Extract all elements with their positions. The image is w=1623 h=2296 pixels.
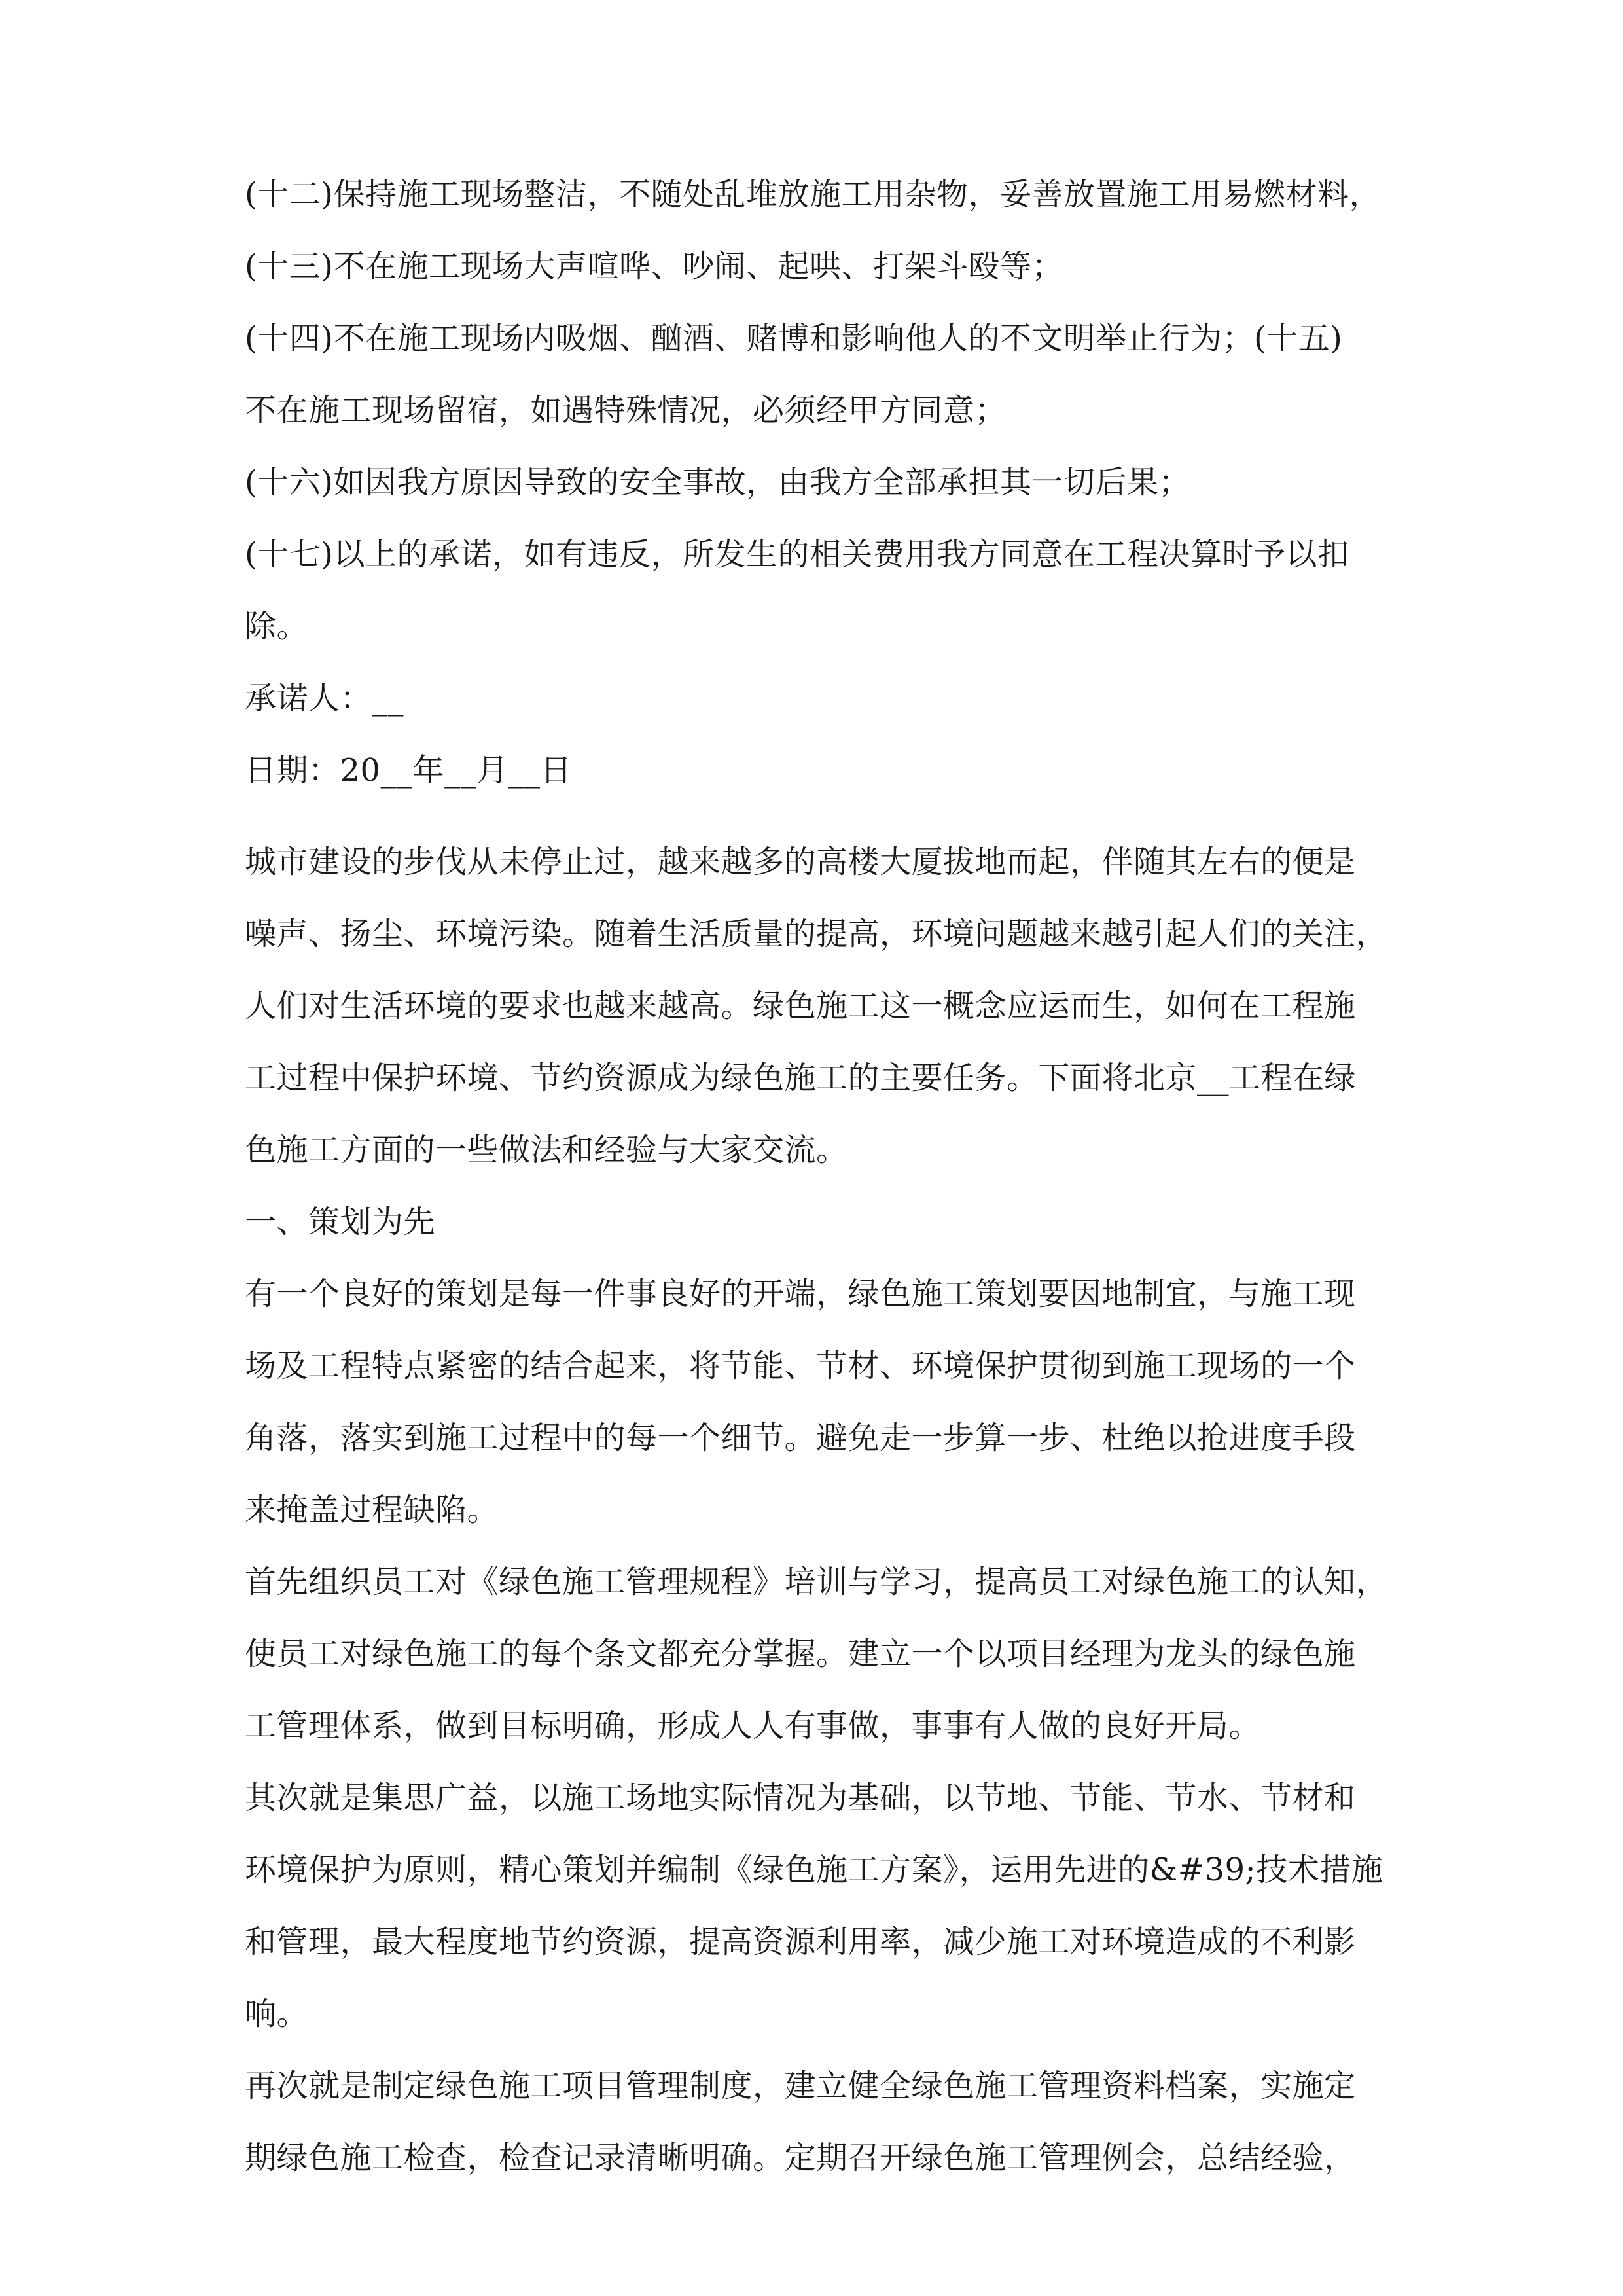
pledge-line: (十三)不在施工现场大声喧哗、吵闹、起哄、打架斗殴等； [245, 248, 1063, 285]
section-heading: 一、策划为先 [245, 1204, 436, 1240]
pledge-line: (十六)如因我方原因导致的安全事故，由我方全部承担其一切后果； [245, 464, 1190, 501]
article-line: 场及工程特点紧密的结合起来，将节能、节材、环境保护贯彻到施工现场的一个 [245, 1348, 1356, 1384]
article-line: 噪声、扬尘、环境污染。随着生活质量的提高，环境问题越来越引起人们的关注， [245, 916, 1388, 952]
article-line: 色施工方面的一些做法和经验与大家交流。 [245, 1132, 848, 1168]
article-line: 角落，落实到施工过程中的每一个细节。避免走一步算一步、杜绝以抢进度手段 [245, 1420, 1356, 1456]
article-line: 期绿色施工检查，检查记录清晰明确。定期召开绿色施工管理例会，总结经验， [245, 2140, 1356, 2176]
article-line: 环境保护为原则，精心策划并编制《绿色施工方案》，运用先进的&#39;技术措施 [245, 1852, 1383, 1888]
signer-line: 承诺人：__ [245, 680, 404, 717]
article-line: 首先组织员工对《绿色施工管理规程》培训与学习，提高员工对绿色施工的认知， [245, 1564, 1388, 1600]
pledge-line: 除。 [245, 608, 309, 645]
pledge-line: 不在施工现场留宿，如遇特殊情况，必须经甲方同意； [245, 392, 1007, 429]
pledge-section [245, 158, 1397, 806]
article-line: 其次就是集思广益，以施工场地实际情况为基础，以节地、节能、节水、节材和 [245, 1780, 1356, 1816]
article-line: 城市建设的步伐从未停止过，越来越多的高楼大厦拔地而起，伴随其左右的便是 [245, 844, 1356, 880]
article-line: 工管理体系，做到目标明确，形成人人有事做，事事有人做的良好开局。 [245, 1708, 1261, 1744]
article-line: 人们对生活环境的要求也越来越高。绿色施工这一概念应运而生，如何在工程施 [245, 988, 1356, 1024]
article-line: 有一个良好的策划是每一件事良好的开端，绿色施工策划要因地制宜，与施工现 [245, 1276, 1356, 1312]
pledge-line: (十七)以上的承诺，如有违反，所发生的相关费用我方同意在工程决算时予以扣 [245, 536, 1349, 573]
article-line: 来掩盖过程缺陷。 [245, 1492, 499, 1528]
article-line: 响。 [245, 1996, 309, 2032]
article-line: 再次就是制定绿色施工项目管理制度，建立健全绿色施工管理资料档案，实施定 [245, 2068, 1356, 2104]
article-line: 工过程中保护环境、节约资源成为绿色施工的主要任务。下面将北京__工程在绿 [245, 1060, 1357, 1096]
article-line: 使员工对绿色施工的每个条文都充分掌握。建立一个以项目经理为龙头的绿色施 [245, 1636, 1356, 1672]
pledge-line: (十二)保持施工现场整洁，不随处乱堆放施工用杂物，妥善放置施工用易燃材料， [245, 176, 1381, 213]
article-line: 和管理，最大程度地节约资源，提高资源利用率，减少施工对环境造成的不利影 [245, 1924, 1356, 1960]
date-line: 日期：20__年__月__日 [245, 752, 573, 789]
article-section [245, 826, 1397, 2194]
pledge-line: (十四)不在施工现场内吸烟、酗酒、赌博和影响他人的不文明举止行为；(十五) [245, 320, 1343, 357]
